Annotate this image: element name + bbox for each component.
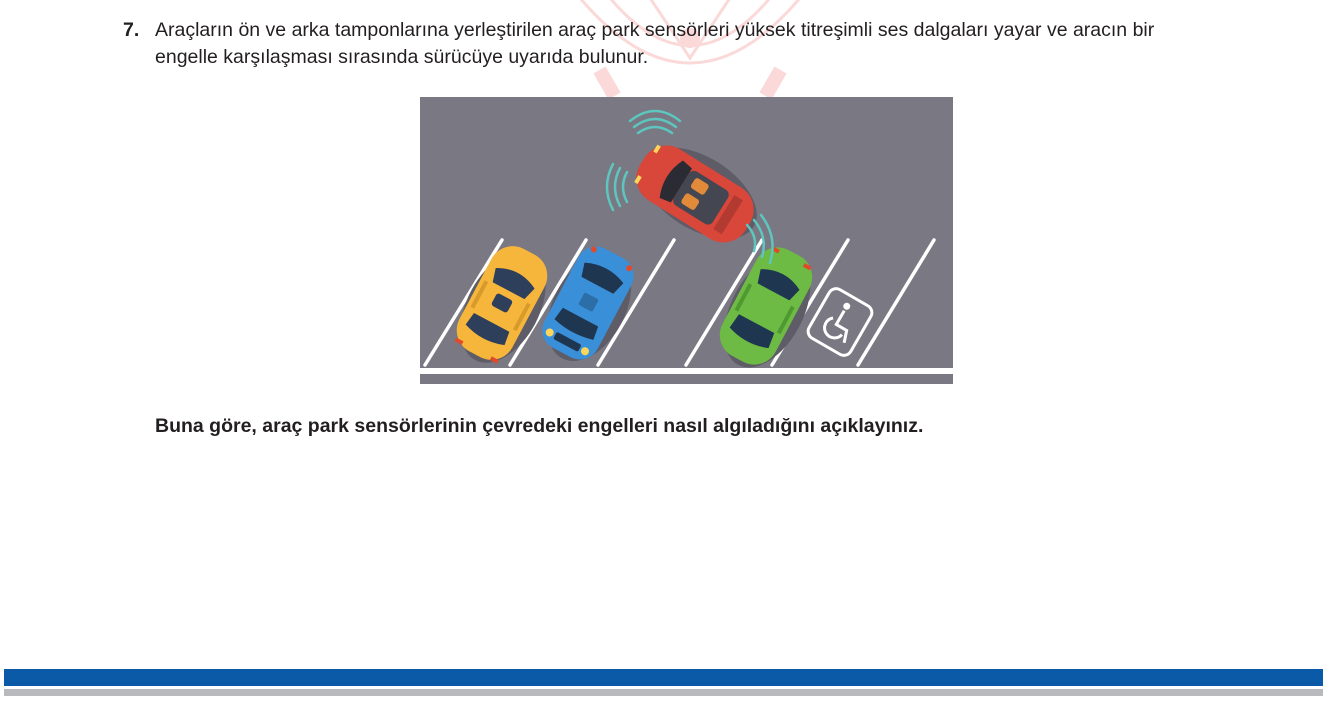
footer-stripe bbox=[4, 689, 1323, 696]
instruction-text: Buna göre, araç park sensörlerinin çevredeki engelleri nasıl algıladığını açıklayınız. bbox=[155, 415, 924, 437]
parking-illustration bbox=[420, 97, 953, 384]
question-7 bbox=[123, 17, 1213, 71]
question-number: 7. bbox=[123, 19, 140, 41]
parking-baseline bbox=[420, 368, 953, 374]
question-text: Araçların ön ve arka tamponlarına yerleştirilen araç park sensörleri yüksek titreşimli ses dalgaları yayar ve aracın bir engelle karşılaşması sırasında sürücüye uyarıda bulunur. bbox=[155, 19, 1155, 68]
footer-band bbox=[4, 669, 1323, 686]
